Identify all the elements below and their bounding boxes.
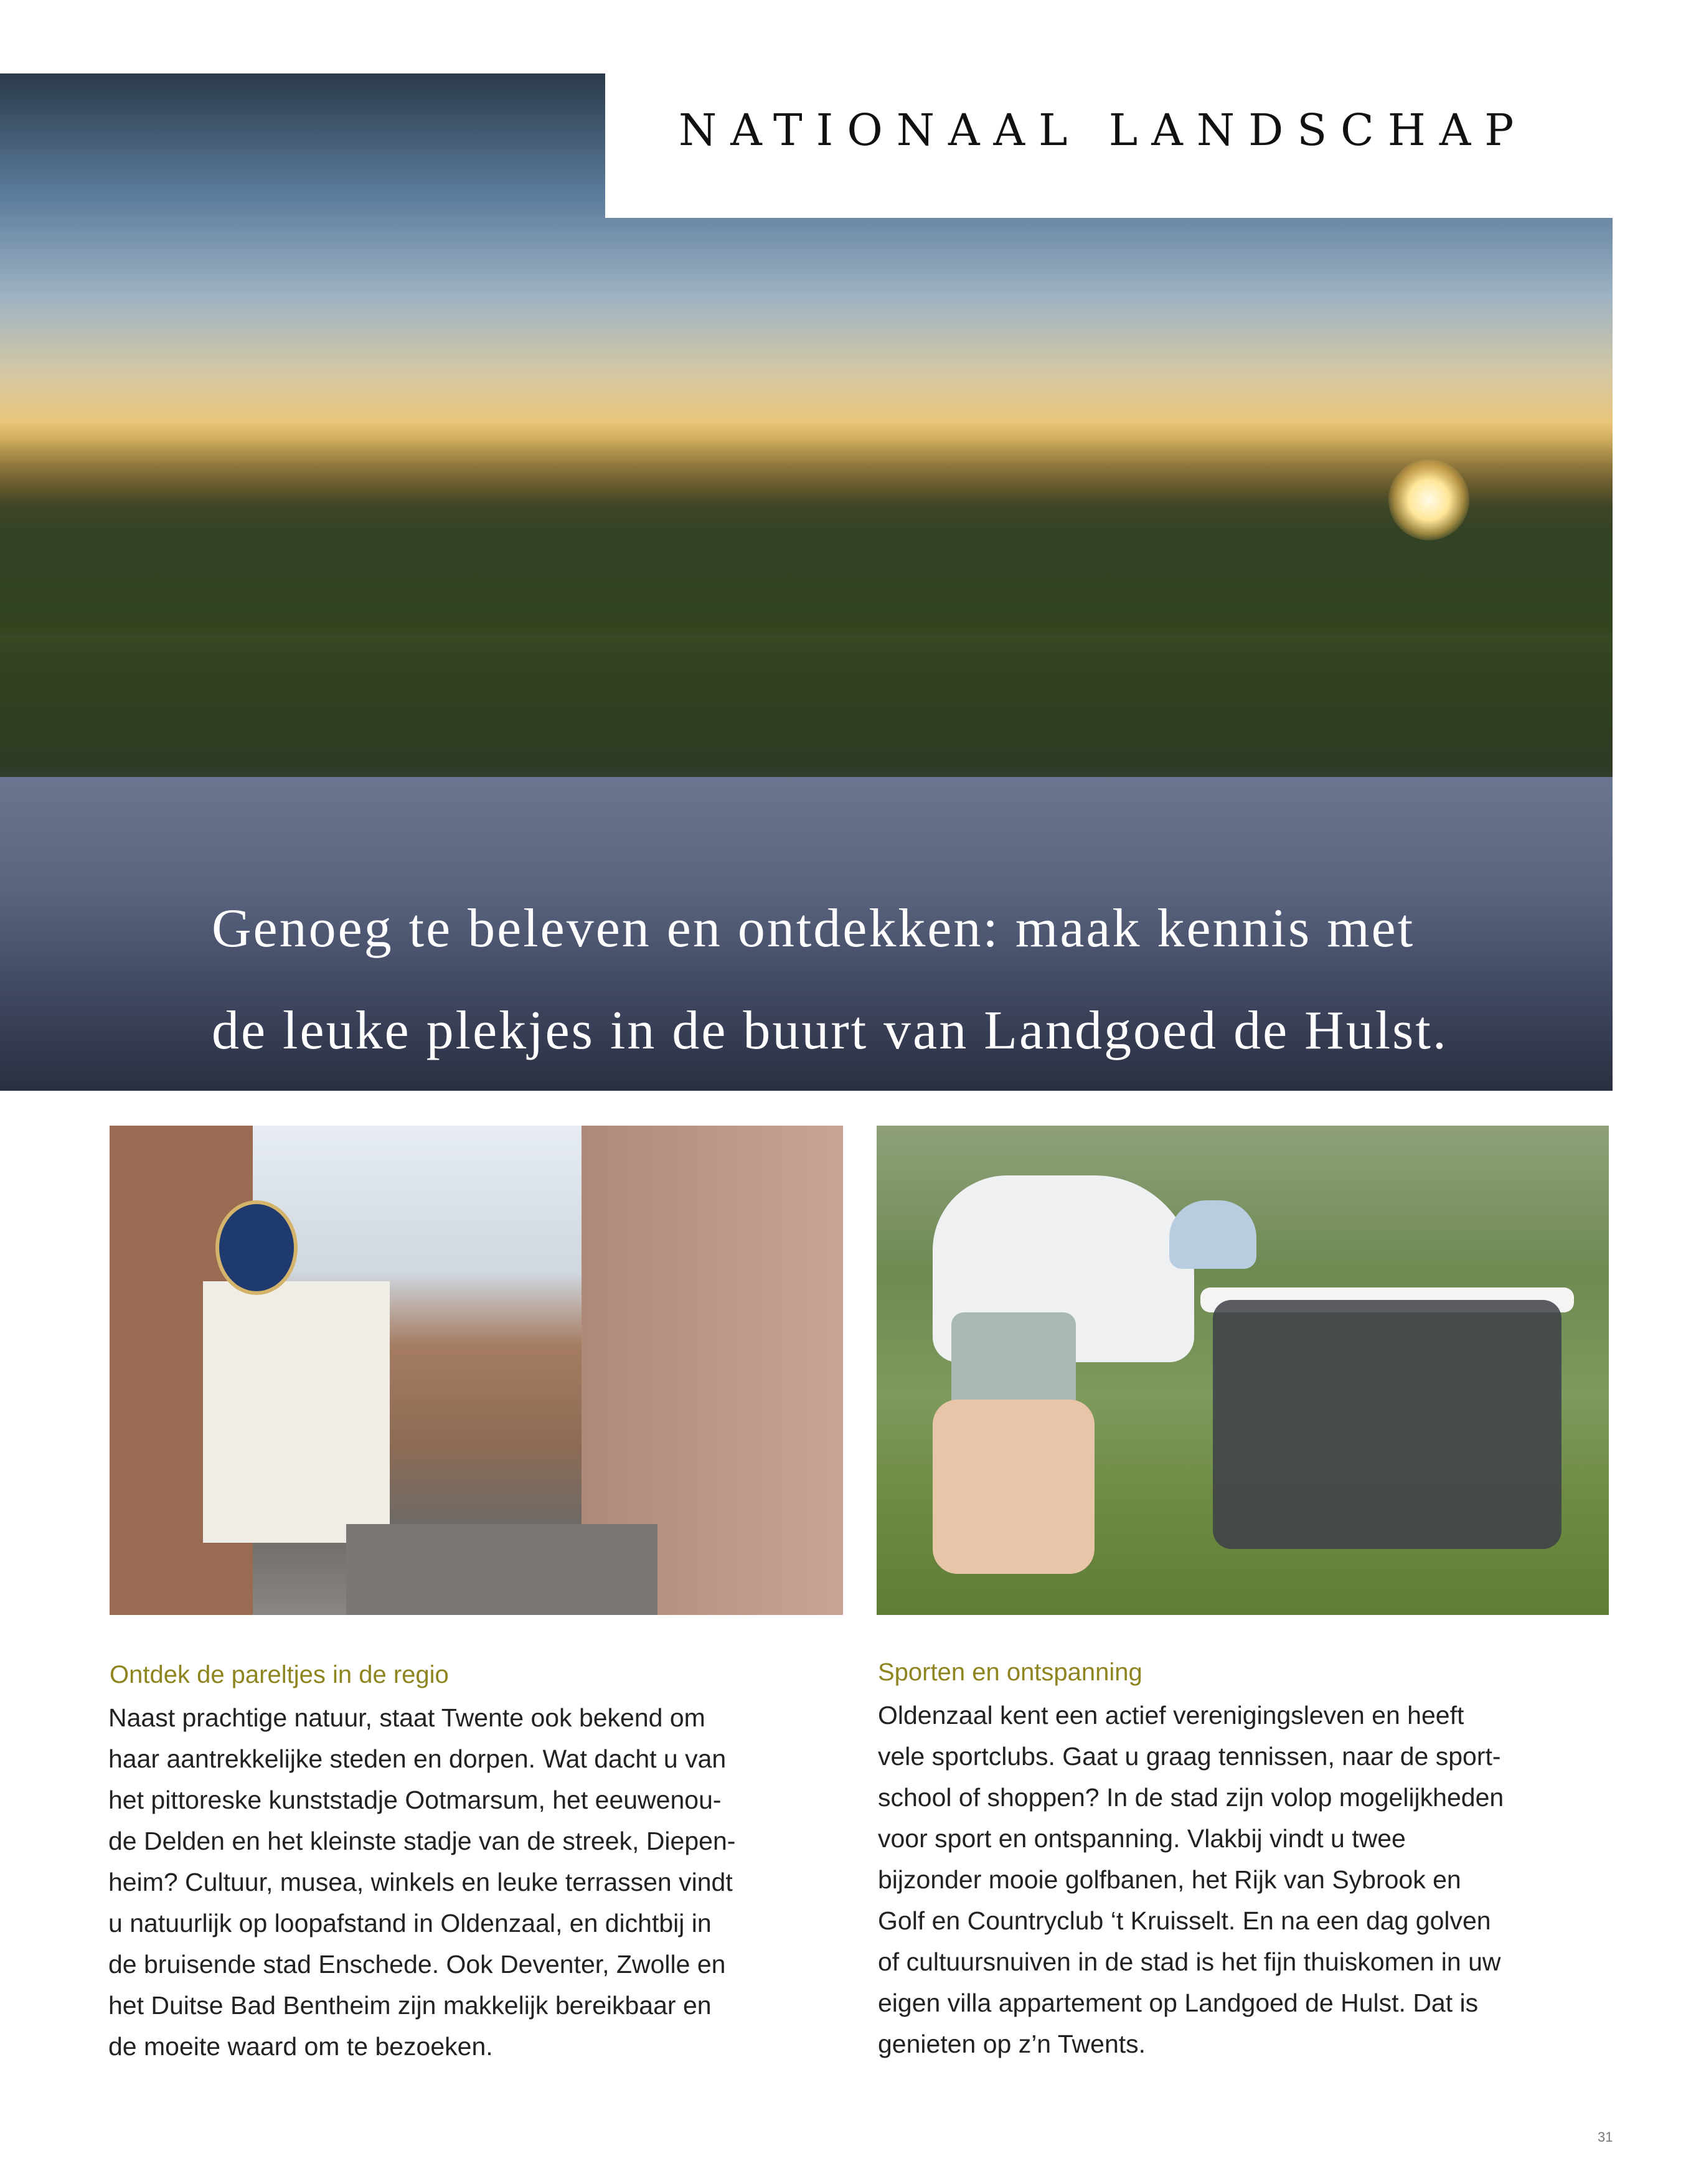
paragraph-line: het pittoreske kunststadje Ootmarsum, het eeuwenou-: [108, 1786, 722, 1814]
right-paragraph: [878, 1695, 1504, 2064]
hero-sun: [1388, 459, 1469, 540]
street-photo: [110, 1126, 843, 1615]
hero-caption-line: Genoeg te beleven en ontdekken: maak kennis met: [212, 898, 1415, 959]
golfer-shorts: [951, 1312, 1076, 1412]
paragraph-line: Oldenzaal kent een actief verenigingsleven en heeft: [878, 1701, 1464, 1730]
paragraph-line: de Delden en het kleinste stadje van de streek, Diepen-: [108, 1827, 736, 1855]
street-white-house: [203, 1281, 390, 1543]
paragraph-line: vele sportclubs. Gaat u graag tennissen, naar de sport-: [878, 1742, 1501, 1771]
golf-photo: [877, 1126, 1609, 1615]
left-paragraph: [108, 1697, 735, 2067]
page-title: NATIONAAL LANDSCHAP: [679, 105, 1528, 156]
golfer-legs: [933, 1400, 1095, 1574]
paragraph-line: school of shoppen? In de stad zijn volop mogelijkheden: [878, 1783, 1504, 1812]
hero-caption: [212, 878, 1581, 1082]
paragraph-line: haar aantrekkelijke steden en dorpen. Wat dacht u van: [108, 1744, 727, 1773]
paragraph-line: eigen villa appartement op Landgoed de Hulst. Dat is: [878, 1989, 1479, 2017]
street-cobblestones: [346, 1524, 657, 1615]
paragraph-line: heim? Cultuur, musea, winkels en leuke terrassen vindt: [108, 1868, 733, 1896]
hero-caption-line: de leuke plekjes in de buurt van Landgoed de Hulst.: [212, 1000, 1448, 1061]
paragraph-line: bijzonder mooie golfbanen, het Rijk van Sybrook en: [878, 1865, 1461, 1894]
paragraph-line: de moeite waard om te bezoeken.: [108, 2032, 493, 2061]
paragraph-line: het Duitse Bad Bentheim zijn makkelijk bereikbaar en: [108, 1991, 712, 2020]
left-heading: Ontdek de pareltjes in de regio: [110, 1661, 449, 1688]
owl-sign-icon: [215, 1200, 298, 1295]
paragraph-line: de bruisende stad Enschede. Ook Deventer, Zwolle en: [108, 1950, 726, 1979]
page-number: 31: [1598, 2129, 1613, 2145]
golfer-cap: [1169, 1200, 1256, 1269]
golf-cart: [1213, 1300, 1561, 1549]
hero-treeline: [0, 422, 1613, 634]
right-heading: Sporten en ontspanning: [878, 1659, 1142, 1686]
paragraph-line: Naast prachtige natuur, staat Twente ook bekend om: [108, 1703, 705, 1732]
paragraph-line: Golf en Countryclub ‘t Kruisselt. En na een dag golven: [878, 1906, 1491, 1935]
paragraph-line: u natuurlijk op loopafstand in Oldenzaal, en dichtbij in: [108, 1909, 712, 1937]
paragraph-line: voor sport en ontspanning. Vlakbij vindt u twee: [878, 1824, 1406, 1853]
paragraph-line: of cultuursnuiven in de stad is het fijn thuiskomen in uw: [878, 1947, 1501, 1976]
paragraph-line: genieten op z’n Twents.: [878, 2030, 1146, 2058]
